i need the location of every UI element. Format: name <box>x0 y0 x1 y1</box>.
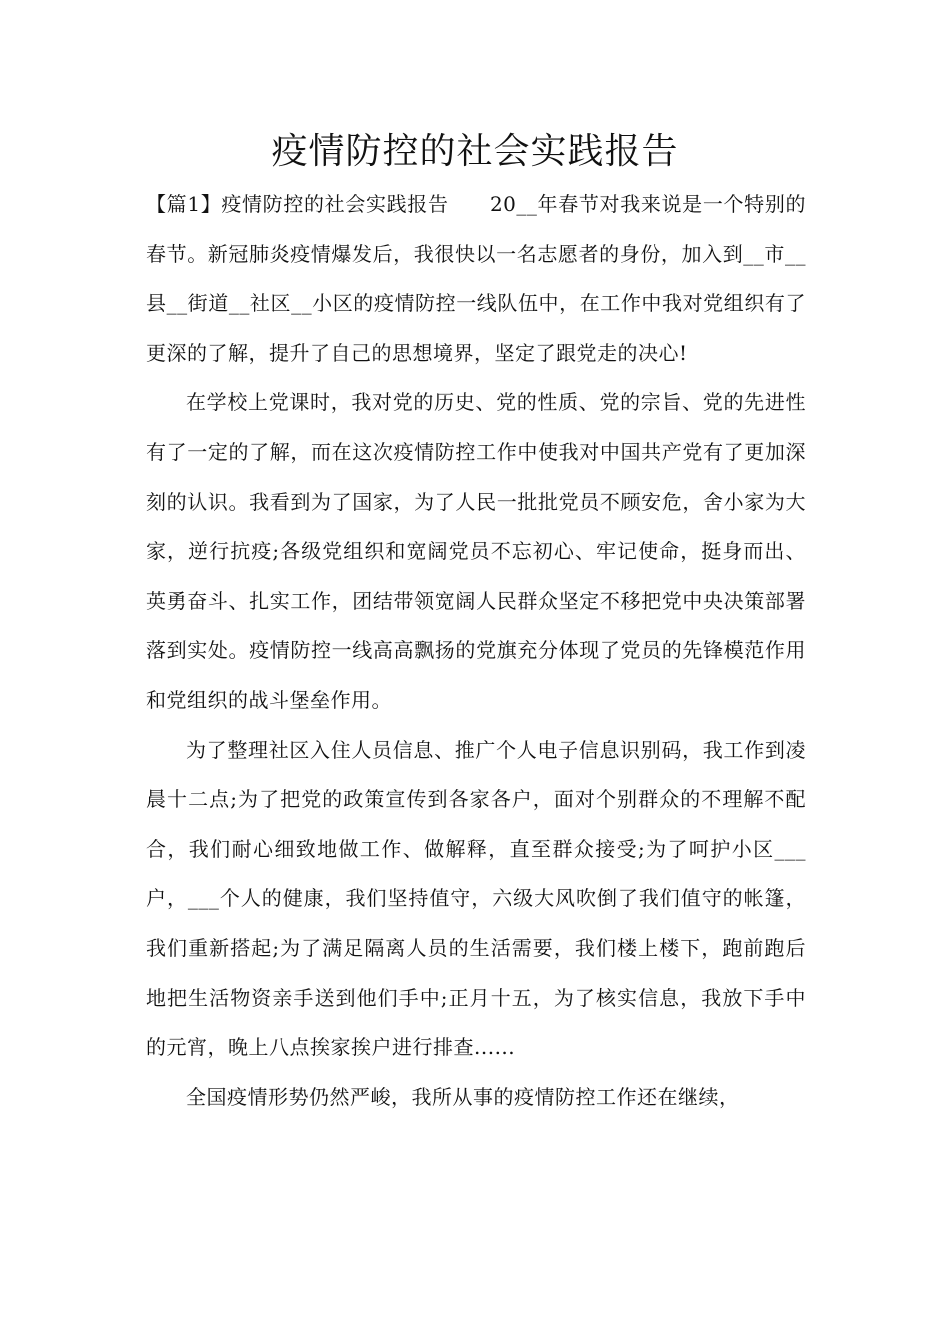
document-body <box>146 180 806 1122</box>
paragraph-3: 为了整理社区入住人员信息、推广个人电子信息识别码，我工作到凌晨十二点;为了把党的政策宣传到各家各户，面对个别群众的不理解不配合，我们耐心细致地做工作、做解释，直至群众接受;为了呵护小区___户，___个人的健康，我们坚持值守，六级大风吹倒了我们值守的帐篷，我们重新搭起;为了满足隔离人员的生活需要，我们楼上楼下，跑前跑后地把生活物资亲手送到他们手中;正月十五，为了核实信息，我放下手中的元宵，晚上八点挨家挨户进行排查...... <box>146 737 806 1060</box>
document-title: 疫情防控的社会实践报告 <box>271 131 679 172</box>
paragraph-1: 【篇1】疫情防控的社会实践报告 20__年春节对我来说是一个特别的春节。新冠肺炎疫情爆发后，我很快以一名志愿者的身份，加入到__市__县__街道__社区__小区的疫情防控一线队伍中，在工作中我对党组织有了更深的了解，提升了自己的思想境界，坚定了跟党走的决心! <box>146 192 806 365</box>
paragraph-2: 在学校上党课时，我对党的历史、党的性质、党的宗旨、党的先进性有了一定的了解，而在这次疫情防控工作中使我对中国共产党有了更加深刻的认识。我看到为了国家，为了人民一批批党员不顾安危，舍小家为大家，逆行抗疫;各级党组织和宽阔党员不忘初心、牢记使命，挺身而出、英勇奋斗、扎实工作，团结带领宽阔人民群众坚定不移把党中央决策部署落到实处。疫情防控一线高高飘扬的党旗充分体现了党员的先锋模范作用和党组织的战斗堡垒作用。 <box>146 390 806 712</box>
paragraph-4: 全国疫情形势仍然严峻，我所从事的疫情防控工作还在继续， <box>186 1084 740 1109</box>
